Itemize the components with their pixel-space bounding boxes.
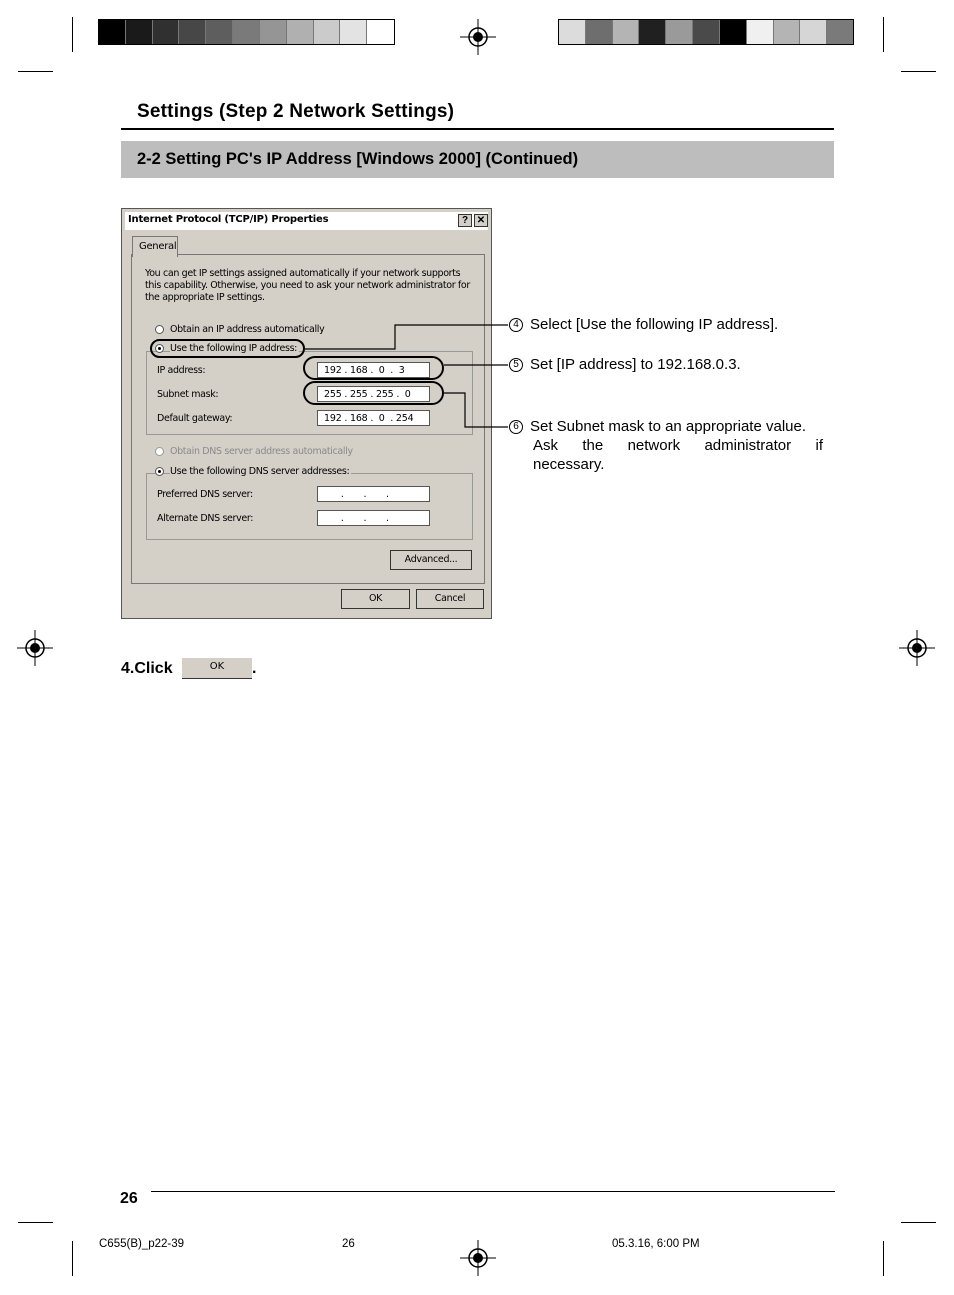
- subnet-mask-label: Subnet mask:: [157, 389, 219, 400]
- default-gateway-field[interactable]: 192 . 168 . 0 . 254: [317, 410, 430, 426]
- preferred-dns-label: Preferred DNS server:: [157, 489, 253, 500]
- callout-text: Set [IP address] to 192.168.0.3.: [530, 356, 741, 373]
- crop-mark: [901, 1222, 936, 1223]
- callout-number: 5: [509, 358, 523, 372]
- intro-text: this capability. Otherwise, you need to ask your network administrator for: [145, 280, 470, 291]
- close-button[interactable]: ✕: [474, 214, 488, 227]
- radio-obtain-ip-auto-label: Obtain an IP address automatically: [170, 324, 325, 335]
- callout-text: Ask the network administrator if: [533, 437, 823, 454]
- tab-general-label: General: [139, 241, 177, 252]
- footer-file: C655(B)_p22-39: [99, 1238, 185, 1250]
- footer-rule: [151, 1191, 835, 1192]
- page-number: 26: [120, 1190, 138, 1207]
- subsection-title: 2-2 Setting PC's IP Address [Windows 2000] (Continued): [137, 150, 579, 168]
- dialog-ok-button[interactable]: OK: [341, 589, 410, 609]
- callout-text: Set Subnet mask to an appropriate value.: [530, 418, 807, 435]
- dialog-title: Internet Protocol (TCP/IP) Properties: [128, 214, 329, 225]
- crop-mark: [72, 1241, 73, 1276]
- ip-address-field[interactable]: 192 . 168 . 0 . 3: [317, 362, 430, 378]
- callout-text: Select [Use the following IP address].: [530, 316, 779, 333]
- crop-mark: [18, 1222, 53, 1223]
- section-title: Settings (Step 2 Network Settings): [137, 101, 455, 122]
- footer-date: 05.3.16, 6:00 PM: [612, 1238, 700, 1250]
- dialog-cancel-button[interactable]: Cancel: [416, 589, 484, 609]
- alternate-dns-label: Alternate DNS server:: [157, 513, 254, 524]
- tab-general[interactable]: [132, 236, 178, 257]
- callout-number: 6: [509, 420, 523, 434]
- help-button[interactable]: ?: [458, 214, 472, 227]
- default-gateway-label: Default gateway:: [157, 413, 233, 424]
- intro-text: the appropriate IP settings.: [145, 292, 265, 303]
- callout-number: 4: [509, 318, 523, 332]
- step-period: .: [252, 660, 257, 677]
- registration-mark-icon: [460, 1240, 496, 1276]
- radio-obtain-dns-auto-label: Obtain DNS server address automatically: [170, 446, 353, 457]
- step-4-text: 4.Click: [121, 660, 173, 677]
- radio-use-following-ip-label: Use the following IP address:: [170, 343, 298, 354]
- subnet-mask-field[interactable]: 255 . 255 . 255 . 0: [317, 386, 430, 402]
- footer-page: 26: [342, 1238, 355, 1250]
- crop-mark: [883, 1241, 884, 1276]
- intro-text: You can get IP settings assigned automatically if your network supports: [145, 268, 461, 279]
- ip-address-label: IP address:: [157, 365, 206, 376]
- radio-use-following-dns-label: Use the following DNS server addresses:: [170, 466, 350, 477]
- alternate-dns-field[interactable]: . . .: [317, 510, 430, 526]
- preferred-dns-field[interactable]: . . .: [317, 486, 430, 502]
- ok-button-image: OK: [182, 658, 252, 679]
- advanced-button[interactable]: Advanced...: [390, 550, 472, 570]
- callout-text: necessary.: [533, 456, 605, 473]
